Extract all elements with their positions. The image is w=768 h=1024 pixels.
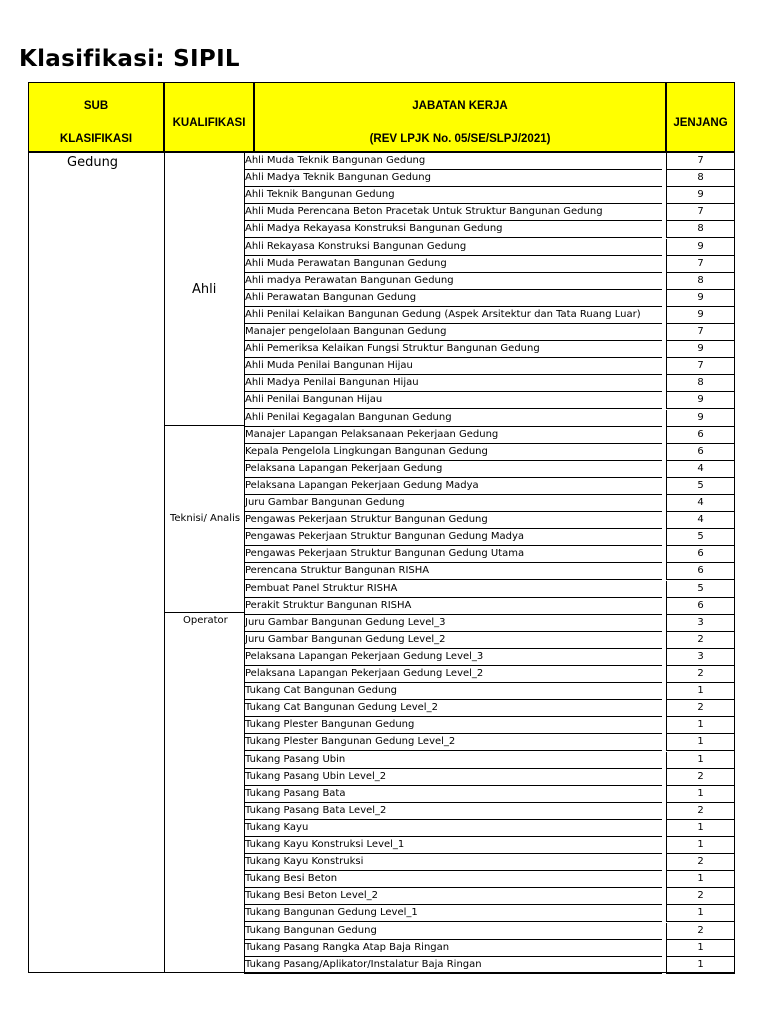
table-row: [244, 273, 735, 290]
jabatan-cell: Juru Gambar Bangunan Gedung Level_2: [244, 632, 662, 649]
header-kualifikasi-label: KUALIFIKASI: [172, 117, 246, 129]
table-row: [244, 256, 735, 273]
jabatan-cell: Tukang Pasang Bata: [244, 786, 662, 803]
jenjang-cell: 8: [666, 375, 735, 392]
jabatan-cell: Tukang Bangunan Gedung Level_1: [244, 905, 662, 922]
jabatan-cell: Tukang Pasang Ubin: [244, 752, 662, 769]
table-row: [244, 803, 735, 820]
jabatan-cell: Juru Gambar Bangunan Gedung: [244, 495, 662, 512]
jenjang-cell: 1: [666, 957, 735, 974]
table-row: [244, 444, 735, 461]
jenjang-cell: 1: [666, 752, 735, 769]
jenjang-cell: 5: [666, 581, 735, 598]
jenjang-cell: 1: [666, 717, 735, 734]
jenjang-cell: 4: [666, 512, 735, 529]
table-row: [244, 307, 735, 324]
header-jenjang: [666, 82, 735, 152]
jabatan-cell: Tukang Pasang Bata Level_2: [244, 803, 662, 820]
jenjang-cell: 6: [666, 546, 735, 563]
jenjang-cell: 1: [666, 837, 735, 854]
table-row: [244, 410, 735, 427]
table-row: [244, 837, 735, 854]
table-row: [244, 940, 735, 957]
table-row: [244, 632, 735, 649]
jabatan-cell: Ahli madya Perawatan Bangunan Gedung: [244, 273, 662, 290]
jabatan-cell: Pengawas Pekerjaan Struktur Bangunan Gedung Madya: [244, 529, 662, 546]
jenjang-cell: 2: [666, 769, 735, 786]
table-row: [244, 324, 735, 341]
table-row: [244, 598, 735, 615]
jabatan-cell: Ahli Penilai Kelaikan Bangunan Gedung (Aspek Arsitektur dan Tata Ruang Luar): [244, 307, 662, 324]
jabatan-cell: Kepala Pengelola Lingkungan Bangunan Gedung: [244, 444, 662, 461]
jenjang-cell: 8: [666, 170, 735, 187]
jabatan-cell: Tukang Plester Bangunan Gedung Level_2: [244, 734, 662, 751]
jabatan-cell: Ahli Madya Penilai Bangunan Hijau: [244, 375, 662, 392]
jabatan-cell: Pelaksana Lapangan Pekerjaan Gedung Level_2: [244, 666, 662, 683]
table-row: [244, 871, 735, 888]
jabatan-cell: Pembuat Panel Struktur RISHA: [244, 581, 662, 598]
jenjang-cell: 5: [666, 478, 735, 495]
table-row: [244, 700, 735, 717]
table-row: [244, 358, 735, 375]
jabatan-cell: Ahli Pemeriksa Kelaikan Fungsi Struktur Bangunan Gedung: [244, 341, 662, 358]
table-row: [244, 683, 735, 700]
jenjang-cell: 1: [666, 820, 735, 837]
jabatan-cell: Tukang Plester Bangunan Gedung: [244, 717, 662, 734]
jabatan-cell: Juru Gambar Bangunan Gedung Level_3: [244, 615, 662, 632]
header-jabatan-line1: JABATAN KERJA: [412, 100, 508, 112]
table-row: [244, 957, 735, 974]
jenjang-cell: 4: [666, 461, 735, 478]
jabatan-cell: Ahli Penilai Kegagalan Bangunan Gedung: [244, 410, 662, 427]
jabatan-cell: Tukang Cat Bangunan Gedung: [244, 683, 662, 700]
jabatan-cell: Ahli Madya Teknik Bangunan Gedung: [244, 170, 662, 187]
jabatan-cell: Tukang Pasang Ubin Level_2: [244, 769, 662, 786]
jenjang-cell: 9: [666, 410, 735, 427]
jabatan-cell: Ahli Muda Perencana Beton Pracetak Untuk Struktur Bangunan Gedung: [244, 204, 662, 221]
table-row: [244, 581, 735, 598]
kualifikasi-label-operator: Operator: [183, 615, 228, 626]
table-row: [244, 153, 735, 170]
jenjang-cell: 6: [666, 444, 735, 461]
jenjang-cell: 6: [666, 427, 735, 444]
header-jabatan-kerja: [254, 82, 666, 152]
jabatan-cell: Pengawas Pekerjaan Struktur Bangunan Gedung Utama: [244, 546, 662, 563]
jenjang-cell: 1: [666, 786, 735, 803]
jenjang-cell: 9: [666, 239, 735, 256]
jabatan-cell: Tukang Pasang Rangka Atap Baja Ringan: [244, 940, 662, 957]
jenjang-cell: 3: [666, 615, 735, 632]
jabatan-cell: Pengawas Pekerjaan Struktur Bangunan Gedung: [244, 512, 662, 529]
table-row: [244, 290, 735, 307]
sub-klasifikasi-label: Gedung: [67, 155, 119, 170]
table-row: [244, 187, 735, 204]
jabatan-cell: Tukang Kayu Konstruksi Level_1: [244, 837, 662, 854]
jabatan-cell: Perakit Struktur Bangunan RISHA: [244, 598, 662, 615]
jabatan-cell: Tukang Besi Beton Level_2: [244, 888, 662, 905]
table-row: [244, 392, 735, 409]
jabatan-cell: Tukang Kayu: [244, 820, 662, 837]
table-row: [244, 239, 735, 256]
jabatan-cell: Ahli Muda Perawatan Bangunan Gedung: [244, 256, 662, 273]
group-divider-ahli: [164, 425, 245, 426]
jenjang-cell: 1: [666, 683, 735, 700]
table-row: [244, 649, 735, 666]
jabatan-cell: Ahli Muda Penilai Bangunan Hijau: [244, 358, 662, 375]
kualifikasi-label-ahli: Ahli: [192, 282, 217, 297]
header-jabatan-line2: (REV LPJK No. 05/SE/SLPJ/2021): [369, 133, 551, 145]
jabatan-cell: Ahli Penilai Bangunan Hijau: [244, 392, 662, 409]
table-row: [244, 546, 735, 563]
jenjang-cell: 2: [666, 888, 735, 905]
jenjang-cell: 2: [666, 700, 735, 717]
jenjang-cell: 1: [666, 734, 735, 751]
table-row: [244, 204, 735, 221]
jabatan-cell: Ahli Muda Teknik Bangunan Gedung: [244, 153, 662, 170]
page-title: Klasifikasi: SIPIL: [19, 46, 240, 72]
table-row: [244, 888, 735, 905]
kualifikasi-label-teknisi: Teknisi/ Analis: [170, 513, 241, 524]
jenjang-cell: 7: [666, 204, 735, 221]
jenjang-cell: 2: [666, 803, 735, 820]
group-divider-teknisi: [164, 612, 245, 613]
table-row: [244, 615, 735, 632]
jenjang-cell: 9: [666, 307, 735, 324]
jenjang-cell: 2: [666, 632, 735, 649]
table-row: [244, 495, 735, 512]
jenjang-cell: 7: [666, 256, 735, 273]
jenjang-cell: 6: [666, 598, 735, 615]
jabatan-cell: Tukang Bangunan Gedung: [244, 923, 662, 940]
jenjang-cell: 8: [666, 273, 735, 290]
jenjang-cell: 9: [666, 341, 735, 358]
header-jenjang-label: JENJANG: [673, 117, 728, 129]
jabatan-cell: Tukang Besi Beton: [244, 871, 662, 888]
header-kualifikasi: [164, 82, 254, 152]
jabatan-cell: Tukang Kayu Konstruksi: [244, 854, 662, 871]
table-row: [244, 512, 735, 529]
header-sub-klasifikasi: [28, 82, 164, 152]
jabatan-cell: Pelaksana Lapangan Pekerjaan Gedung Madya: [244, 478, 662, 495]
jabatan-cell: Manajer Lapangan Pelaksanaan Pekerjaan Gedung: [244, 427, 662, 444]
table-row: [244, 734, 735, 751]
table-row: [244, 820, 735, 837]
table-row: [244, 666, 735, 683]
table-row: [244, 221, 735, 238]
jenjang-cell: 2: [666, 854, 735, 871]
table-row: [244, 905, 735, 922]
jabatan-cell: Perencana Struktur Bangunan RISHA: [244, 563, 662, 580]
jenjang-cell: 6: [666, 563, 735, 580]
table-row: [244, 461, 735, 478]
jenjang-cell: 9: [666, 290, 735, 307]
jabatan-cell: Tukang Pasang/Aplikator/Instalatur Baja Ringan: [244, 957, 662, 974]
jenjang-cell: 2: [666, 666, 735, 683]
jenjang-cell: 2: [666, 923, 735, 940]
jenjang-cell: 3: [666, 649, 735, 666]
table-row: [244, 752, 735, 769]
table-row: [244, 769, 735, 786]
jabatan-cell: Ahli Perawatan Bangunan Gedung: [244, 290, 662, 307]
header-sub-line1: SUB: [83, 100, 109, 112]
table-row: [244, 854, 735, 871]
table-row: [244, 786, 735, 803]
jenjang-cell: 7: [666, 153, 735, 170]
header-sub-line2: KLASIFIKASI: [59, 133, 133, 145]
table-row: [244, 170, 735, 187]
jabatan-cell: Pelaksana Lapangan Pekerjaan Gedung Level_3: [244, 649, 662, 666]
jabatan-cell: Ahli Rekayasa Konstruksi Bangunan Gedung: [244, 239, 662, 256]
table-row: [244, 717, 735, 734]
table-row: [244, 375, 735, 392]
jenjang-cell: 7: [666, 358, 735, 375]
jenjang-cell: 7: [666, 324, 735, 341]
jenjang-cell: 8: [666, 221, 735, 238]
table-row: [244, 341, 735, 358]
table-row: [244, 923, 735, 940]
jabatan-cell: Manajer pengelolaan Bangunan Gedung: [244, 324, 662, 341]
jenjang-cell: 5: [666, 529, 735, 546]
table-row: [244, 478, 735, 495]
jenjang-cell: 9: [666, 187, 735, 204]
jenjang-cell: 1: [666, 871, 735, 888]
jenjang-cell: 4: [666, 495, 735, 512]
jenjang-cell: 1: [666, 940, 735, 957]
jenjang-cell: 9: [666, 392, 735, 409]
jabatan-cell: Ahli Madya Rekayasa Konstruksi Bangunan Gedung: [244, 221, 662, 238]
column-divider-sub: [164, 152, 165, 973]
table-row: [244, 563, 735, 580]
jabatan-cell: Tukang Cat Bangunan Gedung Level_2: [244, 700, 662, 717]
table-row: [244, 427, 735, 444]
table-row: [244, 529, 735, 546]
jabatan-cell: Ahli Teknik Bangunan Gedung: [244, 187, 662, 204]
jabatan-cell: Pelaksana Lapangan Pekerjaan Gedung: [244, 461, 662, 478]
jenjang-cell: 1: [666, 905, 735, 922]
